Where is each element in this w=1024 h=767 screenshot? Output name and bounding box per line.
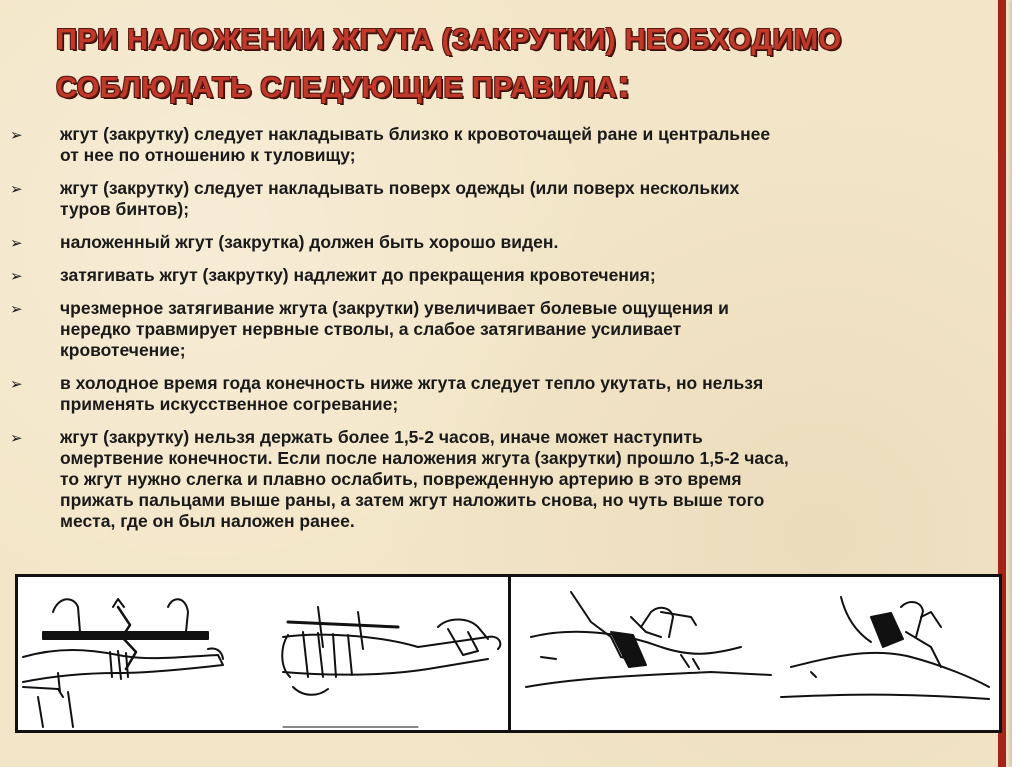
list-item: ➢ наложенный жгут (закрутка) должен быть хорошо виден.	[10, 232, 559, 252]
pressing-artery-leg-illustration	[508, 574, 1002, 733]
list-item: ➢ чрезмерное затягивание жгута (закрутки) увеличивает болевые ощущения и нередко травмирует нервные стволы, а слабое затягивание усиливает кровотечение;	[10, 298, 729, 360]
slide-title	[56, 18, 956, 110]
forearm-bandage-drawing	[282, 607, 500, 727]
list-item: ➢ в холодное время года конечность ниже жгута следует тепло укутать, но нельзя применять искусственное согревание;	[10, 373, 764, 414]
list-item: ➢ жгут (закрутку) нельзя держать более 1,5-2 часов, иначе может наступить омертвение конечности. Если после наложения жгута (закрутки) прошло 1,5-2 часа, то жгут нужно слегка и плавно ослабить, поврежденную артерию в это время прижать пальцами выше раны, а затем жгут наложить снова, но чуть выше того места, где он был наложен ранее.	[10, 427, 789, 531]
title-colon: :	[617, 62, 631, 106]
arm-with-stick-drawing	[23, 599, 223, 727]
arrow-bullet-icon: ➢	[10, 181, 23, 198]
list-item: ➢ жгут (закрутку) следует накладывать поверх одежды (или поверх нескольких туров бинтов);	[10, 178, 740, 219]
knee-tourniquet-drawing	[781, 597, 989, 699]
rules-list	[0, 124, 985, 544]
title-line-1: ПРИ НАЛОЖЕНИИ ЖГУТА (ЗАКРУТКИ) НЕОБХОДИМО	[56, 24, 842, 56]
list-item: ➢ жгут (закрутку) следует накладывать близко к кровоточащей ране и центральнее от нее по отношению к туловищу;	[10, 124, 771, 165]
title-line-2: СОБЛЮДАТЬ СЛЕДУЮЩИЕ ПРАВИЛА:	[56, 62, 631, 106]
arrow-bullet-icon: ➢	[10, 235, 23, 252]
slide-edge	[1012, 0, 1024, 767]
arrow-bullet-icon: ➢	[10, 301, 23, 318]
tourniquet-twist-arm-illustration	[15, 574, 511, 733]
thigh-press-drawing	[526, 592, 771, 687]
list-item: ➢ затягивать жгут (закрутку) надлежит до прекращения кровотечения;	[10, 265, 656, 285]
arrow-bullet-icon: ➢	[10, 376, 23, 393]
arrow-bullet-icon: ➢	[10, 268, 23, 285]
arrow-bullet-icon: ➢	[10, 430, 23, 447]
arrow-bullet-icon: ➢	[10, 127, 23, 144]
